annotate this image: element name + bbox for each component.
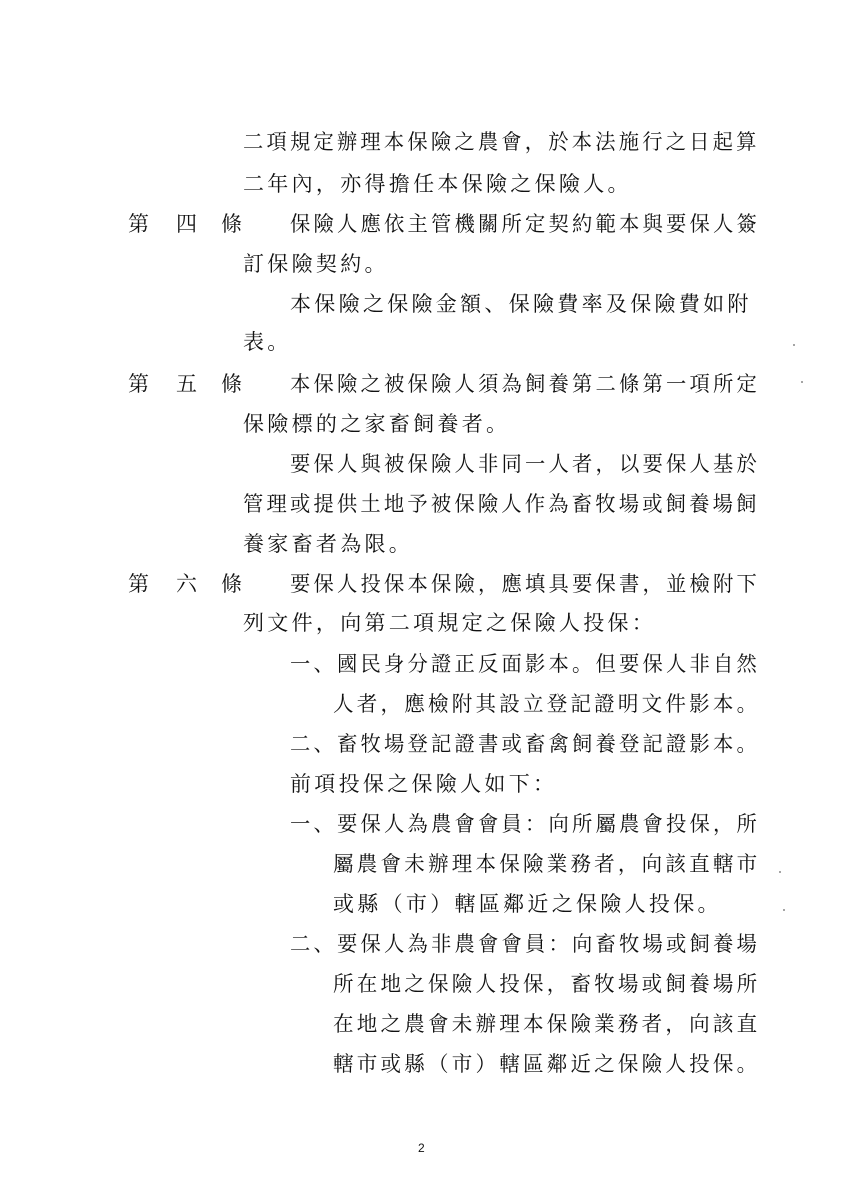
text-line: 在地之農會未辦理本保險業務者，向該直	[333, 1012, 761, 1036]
text-line: 保險標的之家畜飼養者。	[243, 412, 511, 436]
text-line: 二年內，亦得擔任本保險之保險人。	[243, 172, 632, 196]
text-line: 列文件，向第二項規定之保險人投保：	[243, 611, 657, 635]
scan-speck	[801, 381, 803, 383]
article-6-char-3: 條	[221, 572, 242, 596]
article-5-char-1: 第	[128, 372, 149, 396]
text-line: 本保險之保險金額、保險費率及保險費如附	[290, 292, 752, 316]
page-number: 2	[418, 1141, 425, 1155]
article-6-number: 六	[176, 572, 197, 596]
text-line: 人者，應檢附其設立登記證明文件影本。	[333, 692, 761, 716]
text-line: 轄市或縣（市）轄區鄰近之保險人投保。	[333, 1052, 761, 1076]
text-line: 二、畜牧場登記證書或畜禽飼養登記證影本。	[290, 732, 760, 756]
text-line: 或縣（市）轄區鄰近之保險人投保。	[333, 892, 722, 916]
article-6-char-1: 第	[128, 572, 149, 596]
text-line: 要保人與被保險人非同一人者，以要保人基於	[290, 452, 760, 476]
article-4-char-3: 條	[221, 212, 242, 236]
scan-speck	[779, 871, 781, 873]
text-line: 屬農會未辦理本保險業務者，向該直轄市	[333, 852, 761, 876]
text-line: 所在地之保險人投保，畜牧場或飼養場所	[333, 972, 761, 996]
text-line: 前項投保之保險人如下：	[290, 772, 558, 796]
article-4-number: 四	[176, 212, 197, 236]
scan-speck	[783, 909, 785, 911]
text-line: 二項規定辦理本保險之農會，於本法施行之日起算	[243, 130, 760, 154]
text-line: 一、國民身分證正反面影本。但要保人非自然	[290, 652, 760, 676]
article-4-char-1: 第	[128, 212, 149, 236]
article-5-char-3: 條	[221, 372, 242, 396]
article-5-text-line: 本保險之被保險人須為飼養第二條第一項所定	[290, 372, 760, 396]
article-4-text-line: 保險人應依主管機關所定契約範本與要保人簽	[290, 212, 760, 236]
article-6-text-line: 要保人投保本保險，應填具要保書，並檢附下	[290, 572, 760, 596]
text-line: 養家畜者為限。	[243, 532, 414, 556]
text-line: 一、要保人為農會會員：向所屬農會投保，所	[290, 812, 760, 836]
text-line: 訂保險契約。	[243, 252, 389, 276]
text-line: 二、要保人為非農會會員：向畜牧場或飼養場	[290, 932, 760, 956]
text-line: 表。	[243, 330, 292, 354]
article-5-number: 五	[176, 372, 197, 396]
scan-speck	[793, 344, 795, 346]
text-line: 管理或提供土地予被保險人作為畜牧場或飼養場飼	[243, 492, 760, 516]
